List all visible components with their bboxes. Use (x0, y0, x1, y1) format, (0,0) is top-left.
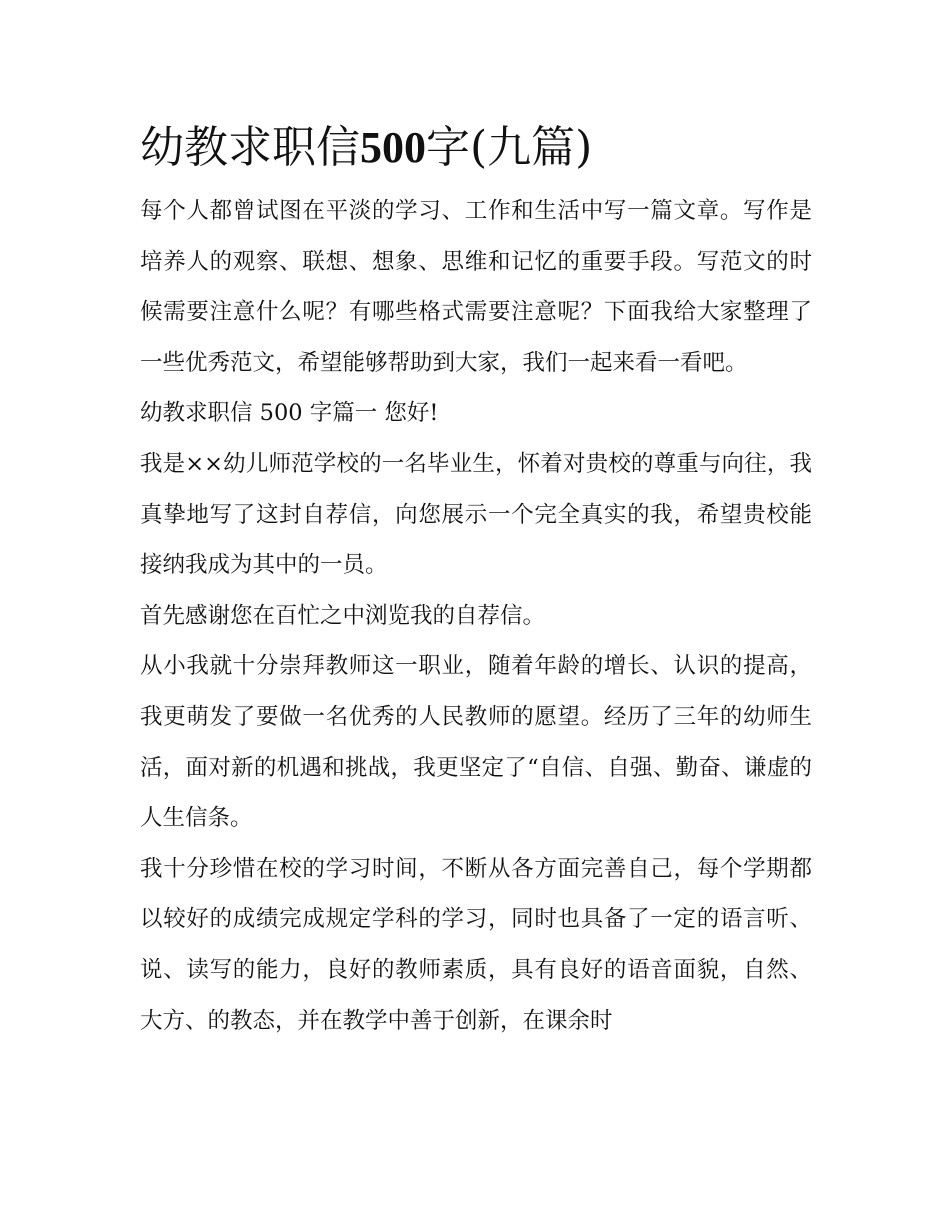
intro-paragraph: 每个人都曾试图在平淡的学习、工作和生活中写一篇文章。写作是培养人的观察、联想、想象、思维和记忆的重要手段。写范文的时候需要注意什么呢？有哪些格式需要注意呢？下面我给大家整理了一些优秀范文，希望能够帮助到大家，我们一起来看一看吧。 (140, 198, 812, 376)
title-text-part1: 幼教求职信 (140, 122, 360, 173)
document-body (140, 118, 812, 1046)
letter-heading-paragraph: 幼教求职信 500 字篇一 您好! (140, 400, 439, 427)
self-introduction-paragraph: 我是××幼儿师范学校的一名毕业生，怀着对贵校的尊重与向往，我真挚地写了这封自荐信，向您展示一个完全真实的我，希望贵校能接纳我成为其中的一员。 (140, 450, 812, 579)
title-number: 500 (360, 123, 426, 172)
study-paragraph: 我十分珍惜在校的学习时间，不断从各方面完善自己，每个学期都以较好的成绩完成规定学科的学习，同时也具备了一定的语言听、说、读写的能力，良好的教师素质，具有良好的语音面貌，自然、大方、的教态，并在教学中善于创新，在课余时 (140, 855, 812, 1034)
thanks-paragraph: 首先感谢您在百忙之中浏览我的自荐信。 (140, 602, 546, 629)
aspiration-paragraph: 从小我就十分崇拜教师这一职业，随着年龄的增长、认识的提高，我更萌发了要做一名优秀的人民教师的愿望。经历了三年的幼师生活，面对新的机遇和挑战，我更坚定了“自信、自强、勤奋、谦虚的人生信条。 (140, 653, 812, 832)
document-title (140, 118, 812, 178)
title-text-part2: 字(九篇) (426, 122, 593, 173)
